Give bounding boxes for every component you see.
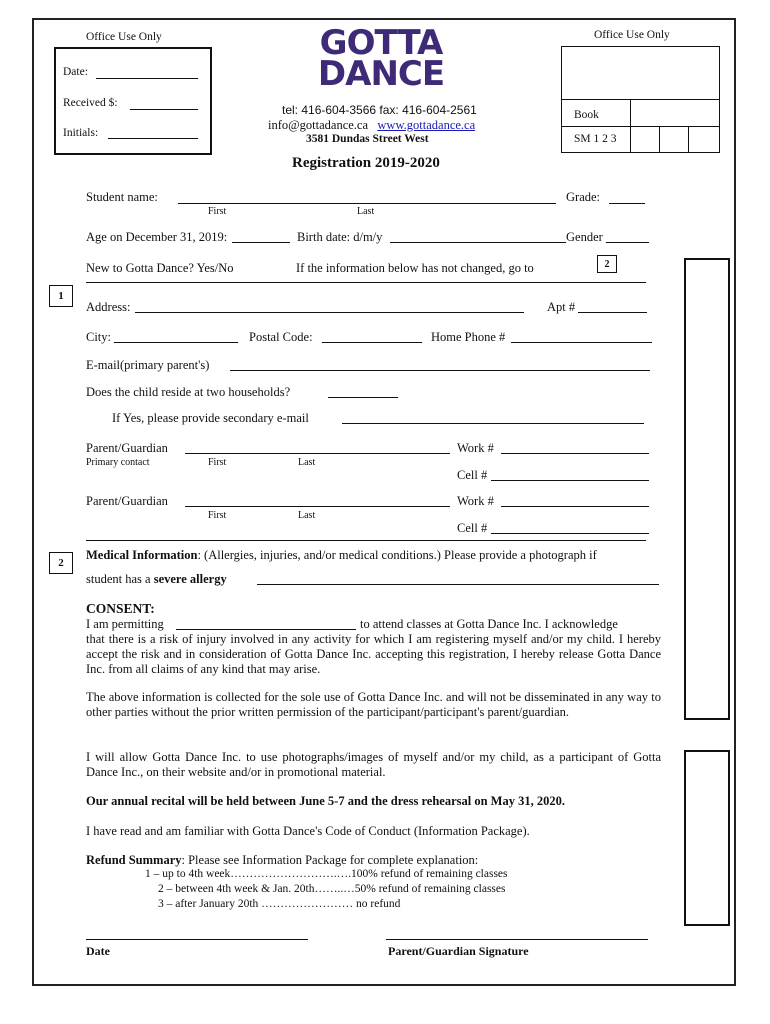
divider-1 [86, 282, 646, 283]
guardian1-work-label: Work # [457, 441, 494, 455]
consent-heading: CONSENT: [86, 601, 155, 616]
guardian-signature-field[interactable] [386, 939, 648, 940]
guardian2-last-label: Last [298, 510, 316, 521]
guardian1-name-field[interactable] [185, 453, 450, 454]
guardian1-cell-label: Cell # [457, 468, 488, 482]
office-use-title-left: Office Use Only [86, 31, 162, 43]
section-1-marker: 1 [49, 285, 73, 307]
contact-line2 [268, 118, 475, 133]
postal-field[interactable] [322, 342, 422, 343]
initials-field[interactable] [108, 138, 198, 139]
guardian2-cell-label: Cell # [457, 521, 488, 535]
contact-address: 3581 Dundas Street West [306, 133, 429, 145]
consent-p1-start: I am permitting [86, 617, 164, 631]
gender-label: Gender [566, 230, 603, 244]
date-signature-field[interactable] [86, 939, 308, 940]
refund-heading: Refund Summary [86, 853, 182, 867]
side-box-upper [684, 258, 730, 720]
contact-phones: tel: 416-604-3566 fax: 416-604-2561 [282, 103, 477, 117]
birth-label: Birth date: d/m/y [297, 230, 383, 244]
sm-value-cell-3[interactable] [688, 126, 720, 153]
medical-text: : (Allergies, injuries, and/or medical conditions.) Please provide a photograph if [197, 548, 597, 562]
apt-label: Apt # [547, 300, 576, 314]
city-label: City: [86, 330, 112, 344]
email-label: E-mail(primary parent's) [86, 358, 210, 372]
consent-p3: I will allow Gotta Dance Inc. to use photographs/images of myself and/or my child, as a participant of Gotta Dance Inc., on their website and/or in promotional material. [86, 750, 661, 779]
guardian1-last-label: Last [298, 457, 316, 468]
age-field[interactable] [232, 242, 290, 243]
guardian2-first-label: First [208, 510, 227, 521]
guardian2-label: Parent/Guardian [86, 494, 168, 508]
refund-item-1: 1 – up to 4th week……………………….….100% refund of remaining classes [145, 868, 508, 880]
recital-notice: Our annual recital will be held between June 5-7 and the dress rehearsal on May 31, 2020. [86, 794, 565, 808]
office-grid-top [561, 46, 720, 100]
medical-field[interactable] [257, 584, 659, 585]
received-label: Received $: [63, 97, 118, 109]
medical-line2 [86, 572, 227, 587]
guardian2-work-field[interactable] [501, 506, 649, 507]
secondary-email-field[interactable] [342, 423, 644, 424]
section-2-marker: 2 [49, 552, 73, 574]
date-field[interactable] [96, 78, 198, 79]
city-field[interactable] [114, 342, 238, 343]
received-field[interactable] [130, 109, 198, 110]
guardian1-cell-field[interactable] [491, 480, 649, 481]
two-households-label: Does the child reside at two households? [86, 385, 291, 399]
divider-2 [86, 540, 646, 541]
guardian2-work-label: Work # [457, 494, 494, 508]
address-field[interactable] [135, 312, 524, 313]
refund-item-3: 3 – after January 20th …………………… no refund [158, 898, 401, 910]
logo-line1: GOTTA [319, 23, 443, 63]
apt-field[interactable] [578, 312, 647, 313]
guardian2-name-field[interactable] [185, 506, 450, 507]
consent-p2: The above information is collected for the sole use of Gotta Dance Inc. and will not be disseminated in any way to other parties without the prior written permission of the participant/participant's parent/guardian. [86, 690, 661, 719]
office-use-title-right: Office Use Only [594, 29, 670, 41]
two-households-field[interactable] [328, 397, 398, 398]
email-field[interactable] [230, 370, 650, 371]
book-value-cell[interactable] [630, 99, 720, 127]
address-label: Address: [86, 300, 131, 314]
new-student-label: New to Gotta Dance? Yes/No [86, 261, 234, 275]
birth-field[interactable] [390, 242, 566, 243]
website-link[interactable]: www.gottadance.ca [377, 118, 476, 132]
home-phone-field[interactable] [511, 342, 652, 343]
student-last-label: Last [357, 206, 375, 217]
guardian2-cell-field[interactable] [491, 533, 649, 534]
contact-email[interactable]: info@gottadance.ca [268, 118, 369, 132]
grade-field[interactable] [609, 203, 645, 204]
goto-section-2-box: 2 [597, 255, 617, 273]
gender-field[interactable] [606, 242, 649, 243]
permitting-name-field[interactable] [176, 629, 356, 630]
refund-summary-line [86, 853, 478, 868]
book-label: Book [574, 109, 599, 121]
secondary-email-label: If Yes, please provide secondary e-mail [112, 411, 309, 425]
refund-item-2: 2 – between 4th week & Jan. 20th……..…50% refund of remaining classes [158, 883, 506, 895]
primary-contact-label: Primary contact [86, 457, 150, 468]
guardian1-work-field[interactable] [501, 453, 649, 454]
signature-label: Parent/Guardian Signature [388, 944, 529, 958]
sm-value-cell-1[interactable] [630, 126, 660, 153]
logo-line2: DANCE [317, 54, 445, 94]
consent-p1-middle: to attend classes at Gotta Dance Inc. I acknowledge [360, 617, 618, 631]
severe-allergy-label: severe allergy [153, 572, 227, 586]
consent-p1-rest: that there is a risk of injury involved in any activity for which I am registering myself and/or my child. I hereby accept the risk and in consideration of Gotta Dance Inc. accepting this registration, I hereby release Gotta Dance Inc. from all claims of any kind that may arise. [86, 632, 661, 676]
refund-text: : Please see Information Package for complete explanation: [181, 853, 479, 867]
info-unchanged-text: If the information below has not changed, go to [296, 261, 534, 275]
page-title: Registration 2019-2020 [292, 155, 440, 171]
date-label: Date: [63, 66, 88, 78]
guardian1-first-label: First [208, 457, 227, 468]
age-label: Age on December 31, 2019: [86, 230, 228, 244]
sm-value-cell-2[interactable] [659, 126, 689, 153]
medical-heading: Medical Information [86, 548, 198, 562]
student-first-label: First [208, 206, 227, 217]
postal-label: Postal Code: [249, 330, 313, 344]
student-name-label: Student name: [86, 190, 158, 204]
sm-label: SM 1 2 3 [574, 133, 617, 145]
medical-line1 [86, 548, 597, 563]
medical-line2-text: student has a [86, 572, 154, 586]
student-name-field[interactable] [178, 203, 556, 204]
home-phone-label: Home Phone # [431, 330, 506, 344]
side-box-lower [684, 750, 730, 926]
date-label-bottom: Date [86, 944, 110, 958]
gotta-dance-logo [308, 23, 454, 98]
guardian1-label: Parent/Guardian [86, 441, 168, 455]
initials-label: Initials: [63, 127, 99, 139]
code-of-conduct-text: I have read and am familiar with Gotta Dance's Code of Conduct (Information Package). [86, 824, 530, 838]
grade-label: Grade: [566, 190, 601, 204]
